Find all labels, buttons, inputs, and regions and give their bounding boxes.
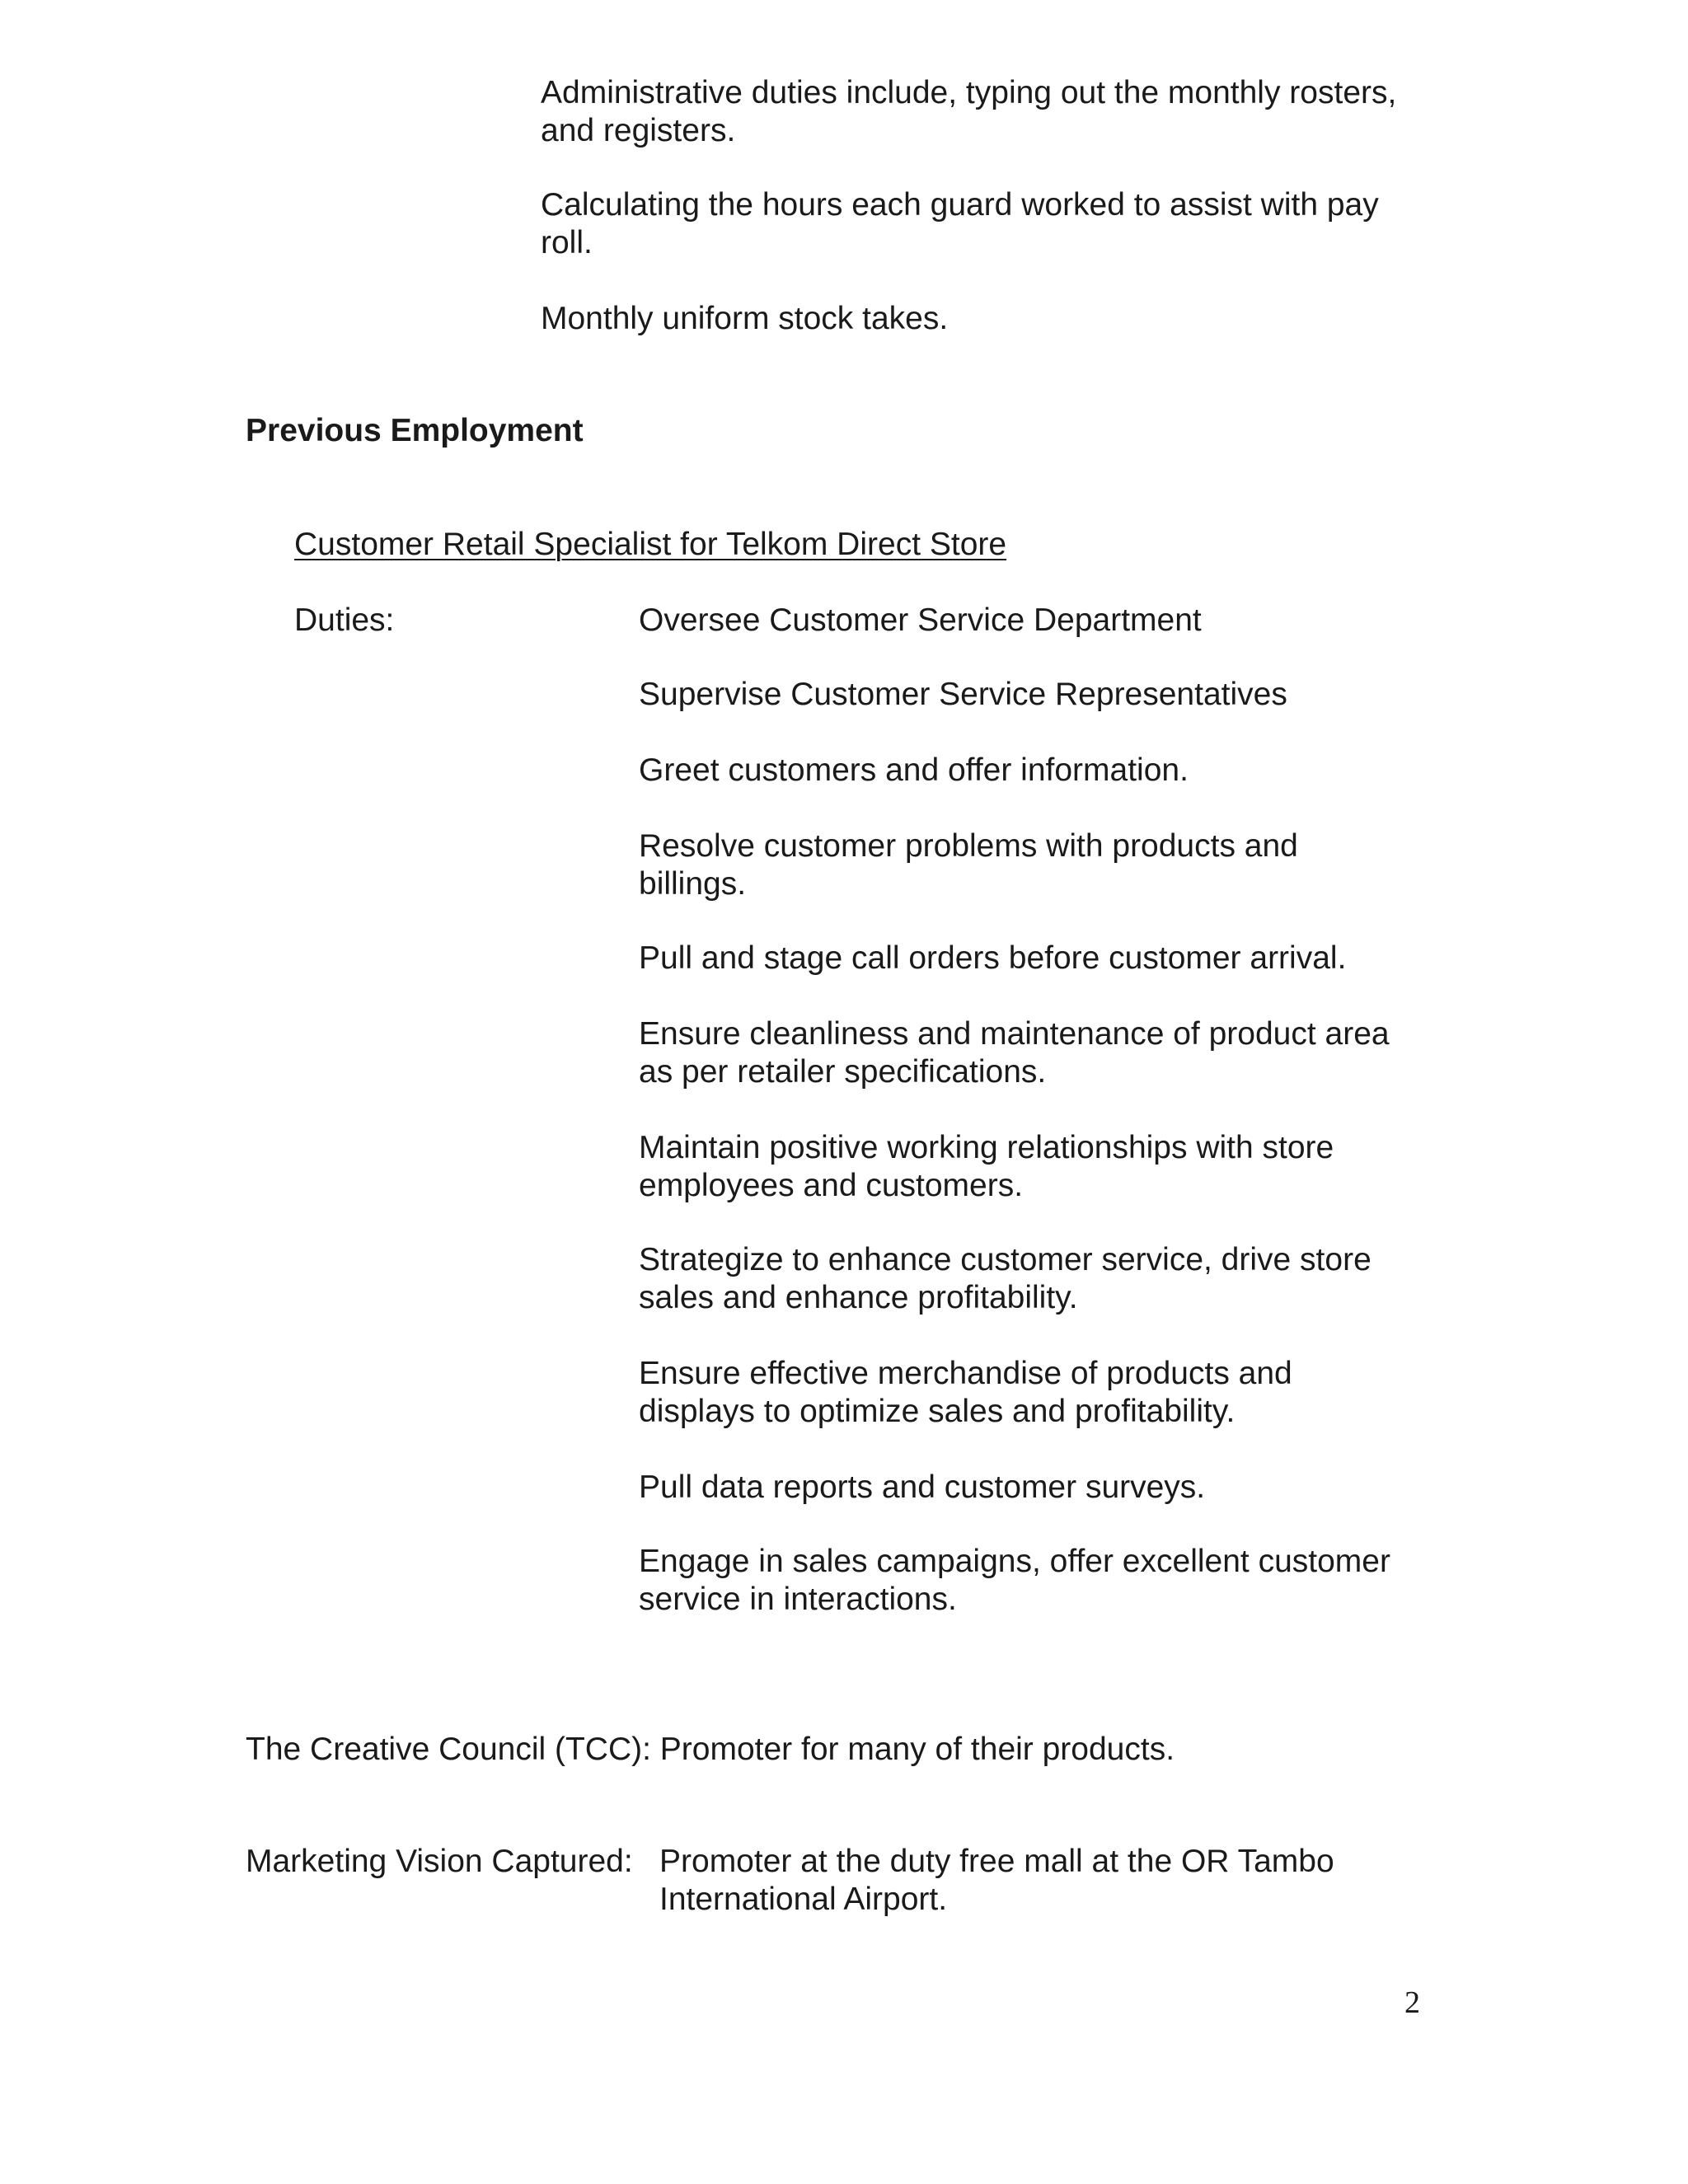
payroll-paragraph: Calculating the hours each guard worked to assist with pay roll. bbox=[541, 187, 1379, 260]
tcc-line: The Creative Council (TCC): Promoter for many of their products. bbox=[246, 1732, 1175, 1767]
stock-take-paragraph: Monthly uniform stock takes. bbox=[541, 301, 949, 336]
page-number: 2 bbox=[1404, 1985, 1420, 2020]
mvc-description: Promoter at the duty free mall at the OR Tambo International Airport. bbox=[659, 1844, 1334, 1917]
duty-item: Greet customers and offer information. bbox=[639, 752, 1189, 788]
duty-item: Strategize to enhance customer service, drive store sales and enhance profitability. bbox=[639, 1242, 1372, 1315]
duty-item: Pull data reports and customer surveys. bbox=[639, 1469, 1206, 1505]
admin-duties-paragraph: Administrative duties include, typing out the monthly rosters, and registers. bbox=[541, 75, 1397, 148]
job-title: Customer Retail Specialist for Telkom Direct Store bbox=[294, 527, 1007, 562]
duty-item: Engage in sales campaigns, offer excellent customer service in interactions. bbox=[639, 1544, 1390, 1617]
duty-item: Maintain positive working relationships with store employees and customers. bbox=[639, 1130, 1334, 1203]
duty-item: Oversee Customer Service Department bbox=[639, 602, 1202, 638]
duty-item: Supervise Customer Service Representatives bbox=[639, 677, 1287, 712]
duties-label: Duties: bbox=[294, 602, 395, 638]
duty-item: Ensure effective merchandise of products and displays to optimize sales and profitability. bbox=[639, 1356, 1292, 1429]
duty-item: Pull and stage call orders before customer arrival. bbox=[639, 940, 1347, 976]
section-heading-previous-employment: Previous Employment bbox=[246, 413, 584, 448]
mvc-label: Marketing Vision Captured: bbox=[246, 1844, 633, 1879]
duty-item: Ensure cleanliness and maintenance of product area as per retailer specifications. bbox=[639, 1016, 1390, 1090]
duty-item: Resolve customer problems with products and billings. bbox=[639, 828, 1298, 902]
